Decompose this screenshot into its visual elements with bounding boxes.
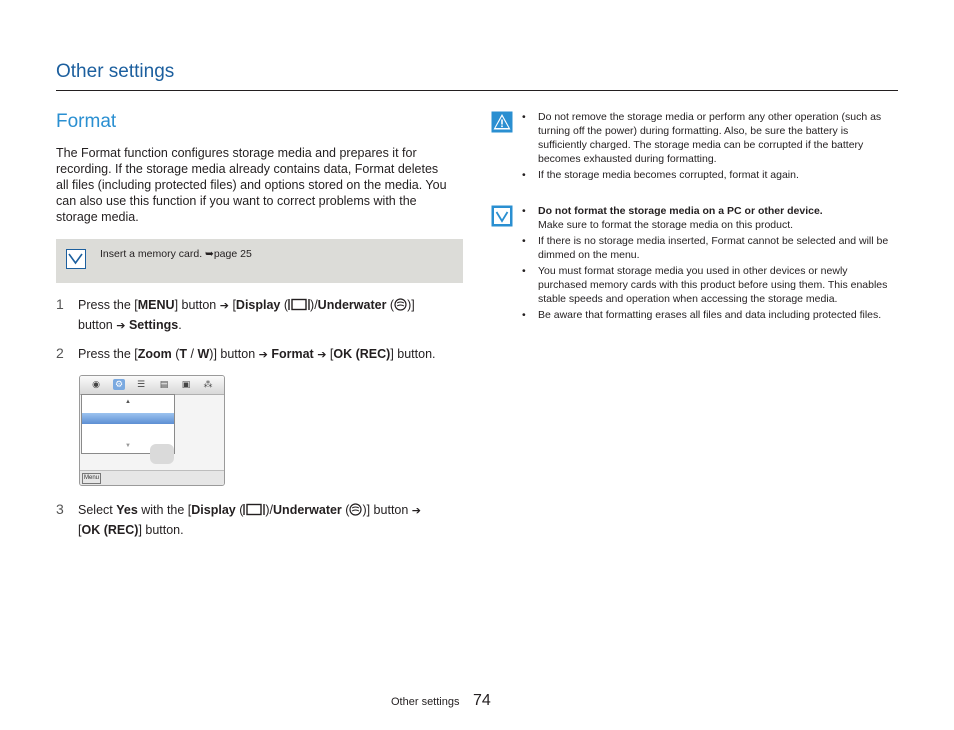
scroll-down-icon: ▼ [125, 443, 131, 449]
step-number: 3 [56, 501, 64, 517]
step-2-text: Press the [Zoom (T / W)] button ➔ Format ➔ [OK (REC)] button. [78, 347, 436, 361]
menu-lines-icon: ☰ [136, 379, 146, 389]
note-item: • You must format storage media you used in other devices or newly purchased memory cards with this product before using them. This enables stable speeds and operation when accessing the storage media. [520, 264, 890, 306]
settings-gear-icon: ⚙ [114, 379, 124, 389]
footer-section-label: Other settings [391, 696, 460, 708]
header-divider [56, 90, 898, 91]
note-check-icon [491, 205, 511, 225]
note-text: Insert a memory card. ➥page 25 [100, 248, 252, 260]
notes-list [520, 204, 890, 324]
lcd-shadow-shape [150, 444, 174, 464]
image-tab-icon: ▣ [181, 379, 191, 389]
underwater-icon [349, 503, 362, 521]
section-title: Format [56, 111, 117, 132]
warning-list [520, 110, 890, 184]
camera-tab-icon: ◉ [92, 379, 100, 389]
scroll-up-icon: ▲ [125, 399, 131, 405]
help-tab-icon: ⁂ [203, 379, 213, 389]
page-number: 74 [473, 692, 491, 709]
note-item: • Do not format the storage media on a PC or other device. Make sure to format the storage media on this product. [520, 204, 890, 232]
note-item: • If there is no storage media inserted, Format cannot be selected and will be dimmed on the menu. [520, 234, 890, 262]
note-box [56, 239, 463, 283]
lcd-menu-button: Menu [82, 473, 101, 484]
step-1-text: Press the [MENU] button ➔ [Display ( )/Underwater ( )] button ➔ Settings. [78, 298, 415, 332]
step-number: 2 [56, 345, 64, 361]
display-tab-icon: ▤ [159, 379, 169, 389]
warning-item: • If the storage media becomes corrupted, format it again. [520, 168, 890, 182]
lcd-tab-bar [80, 376, 224, 395]
lcd-highlight-row [82, 413, 174, 424]
display-icon [288, 298, 310, 316]
camcorder-lcd-illustration [79, 375, 225, 486]
step-number: 1 [56, 296, 64, 312]
note-check-icon [66, 249, 86, 269]
display-icon [243, 503, 265, 521]
note-item: • Be aware that formatting erases all files and data including protected files. [520, 308, 890, 322]
warning-item: • Do not remove the storage media or perform any other operation (such as turning off the power) during formatting. Also, be sure the battery is sufficiently charged. The storage media can be corrupted if the battery becomes exhausted during formatting. [520, 110, 890, 166]
lcd-bottom-bar [80, 470, 224, 485]
intro-paragraph: The Format function configures storage media and prepares it for recording. If the storage media already contains data, Format deletes all files (including protected files) and options stored on the media. You can also use this function if you want to correct problems with the storage media. [56, 146, 447, 224]
underwater-icon [394, 298, 407, 316]
step-3-text: Select Yes with the [Display ( )/Underwater ( )] button ➔ [OK (REC)] button. [78, 503, 422, 537]
page-header-title: Other settings [56, 61, 175, 82]
warning-icon [491, 111, 511, 131]
